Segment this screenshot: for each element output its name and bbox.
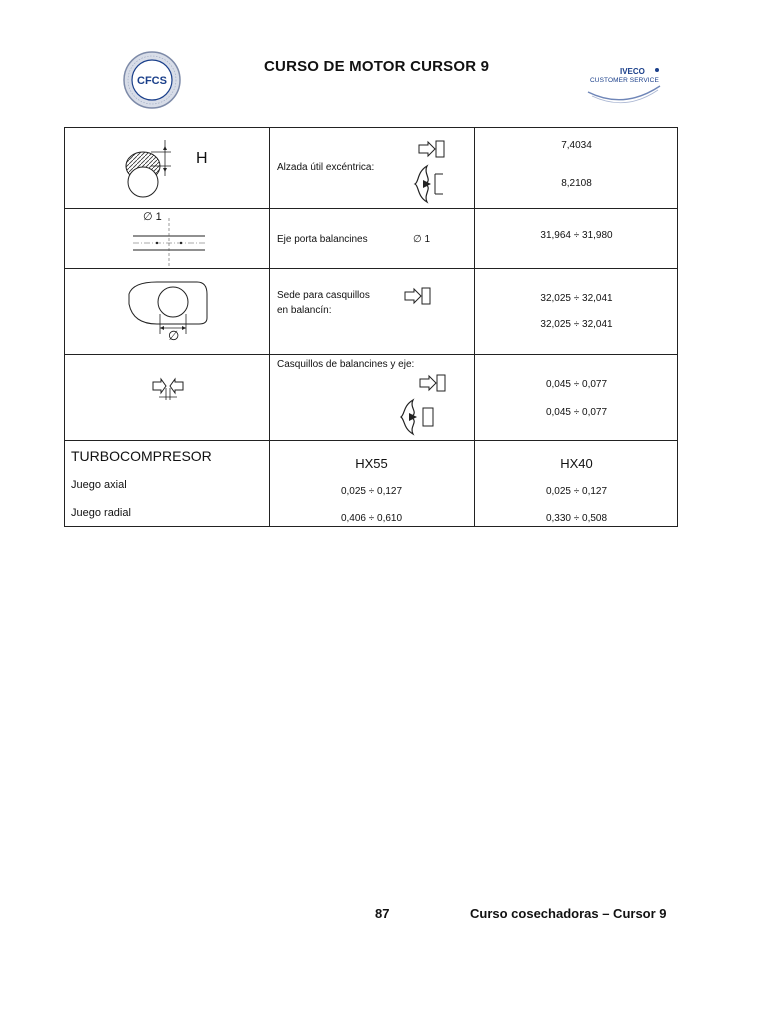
rocker-shaft-icon — [129, 212, 209, 266]
page-number: 87 — [375, 906, 390, 921]
turbo-label-radial: Juego radial — [71, 507, 131, 519]
footer-title: Curso cosechadoras – Cursor 9 — [470, 906, 667, 921]
page-title: CURSO DE MOTOR CURSOR 9 — [264, 58, 490, 75]
row1-value-2: 8,2108 — [561, 178, 592, 189]
cam-lift-H-icon — [121, 136, 221, 202]
row1-description: Alzada útil excéntrica: — [277, 162, 375, 173]
turbo-col2-header: HX55 — [355, 456, 388, 471]
turbo-label-axial: Juego axial — [71, 479, 127, 491]
exhaust-valve-icon — [399, 398, 437, 436]
shaft-diameter-label: ∅ 1 — [143, 211, 162, 223]
row4-value-2: 0,045 ÷ 0,077 — [545, 407, 608, 418]
iveco-brand: IVECO — [620, 67, 645, 76]
row3-description-2: en balancín: — [277, 305, 332, 316]
row2-description: Eje porta balancines — [277, 234, 368, 245]
cfcs-logo — [122, 50, 182, 110]
row3-value-1: 32,025 ÷ 32,041 — [540, 293, 613, 304]
turbo-col3-axial: 0,025 ÷ 0,127 — [545, 486, 608, 497]
cfcs-seal-icon — [122, 50, 182, 110]
row1-value-1: 7,4034 — [561, 140, 592, 151]
intake-valve-icon — [417, 138, 447, 160]
turbo-col3-radial: 0,330 ÷ 0,508 — [545, 513, 608, 524]
bore-diameter-label: ∅ — [168, 328, 180, 343]
row2-value-1: 31,964 ÷ 31,980 — [540, 230, 613, 241]
exhaust-valve-icon — [413, 164, 447, 204]
spec-table — [64, 127, 678, 527]
iveco-logo — [584, 56, 666, 114]
row3-value-2: 32,025 ÷ 32,041 — [540, 319, 613, 330]
cam-lift-label: H — [196, 150, 208, 167]
intake-valve-icon — [418, 372, 448, 394]
clearance-gauge-icon — [151, 376, 185, 402]
iveco-swoosh-icon — [584, 56, 666, 114]
row3-description-1: Sede para casquillos — [277, 290, 370, 301]
intake-valve-icon — [403, 285, 433, 307]
turbo-col2-axial: 0,025 ÷ 0,127 — [340, 486, 403, 497]
iveco-subtitle: CUSTOMER SERVICE — [590, 77, 659, 84]
row2-diameter: ∅ 1 — [413, 234, 431, 245]
row4-description: Casquillos de balancines y eje: — [277, 359, 415, 370]
turbo-title: TURBOCOMPRESOR — [71, 448, 212, 464]
cfcs-logo-text: CFCS — [137, 75, 167, 87]
turbo-col2-radial: 0,406 ÷ 0,610 — [340, 513, 403, 524]
row4-value-1: 0,045 ÷ 0,077 — [545, 379, 608, 390]
turbo-col3-header: HX40 — [560, 456, 593, 471]
